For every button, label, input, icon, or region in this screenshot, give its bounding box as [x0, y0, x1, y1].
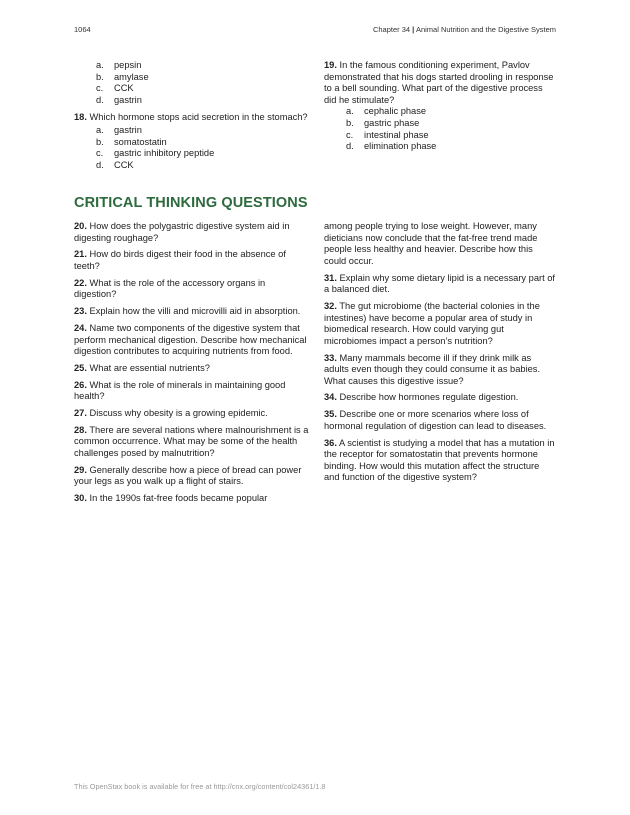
- question-32: 32. The gut microbiome (the bacterial colonies in the intestines) have become a popular area of study in biomedical research. How could varying gut microbiomes impact a person’s nutrition?: [324, 300, 540, 346]
- question-18: 18. Which hormone stops acid secretion in the stomach?: [74, 112, 308, 123]
- critical-thinking-left-column: [74, 221, 310, 510]
- question-20: 20. How does the polygastric digestive system aid in digesting roughage?: [74, 221, 290, 243]
- option: b. somatostatin: [96, 136, 167, 147]
- question-22: 22. What is the role of the accessory organs in digestion?: [74, 277, 266, 300]
- mcq-left-column: [74, 60, 310, 171]
- question-25: 25. What are essential nutrients?: [74, 362, 210, 373]
- option: a. pepsin: [96, 60, 142, 70]
- question-35: 35. Describe one or more scenarios where loss of hormonal regulation of digestion can lead to diseases.: [324, 409, 547, 431]
- question-19: 19. In the famous conditioning experiment, Pavlov demonstrated that his dogs started drooling in response to a bell sounding. What part of the digestive process did he stimulate?: [324, 60, 554, 105]
- question-29: 29. Generally describe how a piece of bread can power your legs as you walk up a flight of stairs.: [74, 464, 302, 487]
- question-27: 27. Discuss why obesity is a growing epidemic.: [74, 408, 268, 419]
- option: c. intestinal phase: [346, 129, 429, 140]
- option: c. CCK: [96, 83, 134, 94]
- question-26: 26. What is the role of minerals in maintaining good health?: [74, 379, 286, 402]
- option: a. cephalic phase: [346, 106, 427, 117]
- q18-options: [74, 125, 310, 171]
- question-21: 21. How do birds digest their food in the absence of teeth?: [74, 249, 286, 271]
- option: b. amylase: [96, 71, 149, 82]
- option: d. CCK: [96, 159, 134, 170]
- question-33: 33. Many mammals become ill if they drink milk as adults even though they could consume it as babies. What causes this digestive issue?: [324, 352, 541, 386]
- chapter-label: Chapter 34: [372, 25, 411, 34]
- question-31: 31. Explain why some dietary lipid is a necessary part of a balanced diet.: [324, 272, 556, 295]
- chapter-title: [373, 25, 556, 34]
- question-30-continued: among people trying to lose weight. However, many dieticians now conclude that the fat-free trend made people less healthy and heavier. Describe how this could occur.: [324, 221, 538, 266]
- option: a. gastrin: [96, 124, 142, 135]
- option: d. elimination phase: [346, 141, 437, 152]
- question-30: 30. In the 1990s fat-free foods became popular: [74, 493, 268, 504]
- chapter-separator: |: [412, 25, 415, 34]
- option: d. gastrin: [96, 94, 142, 105]
- question-36: 36. A scientist is studying a model that has a mutation in the receptor for somatostatin that prevents hormone binding. How would this mutation affect the structure and function of the digestive system?: [324, 437, 555, 483]
- option: c. gastric inhibitory peptide: [96, 148, 215, 159]
- question-24: 24. Name two components of the digestive system that perform mechanical digestion. Describe how mechanical digestion contributes to acquiring nutrients from food.: [74, 322, 307, 357]
- mcq-right-column: [324, 60, 556, 153]
- page-number: 1064: [74, 25, 91, 34]
- page-footer: This OpenStax book is available for free at http://cnx.org/content/col24361/1.8: [74, 782, 326, 791]
- section-heading: CRITICAL THINKING QUESTIONS: [74, 195, 308, 211]
- q19-options: [324, 106, 556, 152]
- question-34: 34. Describe how hormones regulate digestion.: [324, 392, 519, 403]
- chapter-name: Animal Nutrition and the Digestive System: [415, 25, 556, 34]
- question-28: 28. There are several nations where malnourishment is a common occurrence. What may be some of the health challenges posed by malnutrition?: [74, 424, 309, 458]
- option: b. gastric phase: [346, 117, 420, 128]
- question-23: 23. Explain how the villi and microvilli aid in absorption.: [74, 306, 301, 317]
- page-header: [74, 25, 556, 37]
- q17-options: [74, 60, 310, 106]
- critical-thinking-right-column: [324, 221, 556, 489]
